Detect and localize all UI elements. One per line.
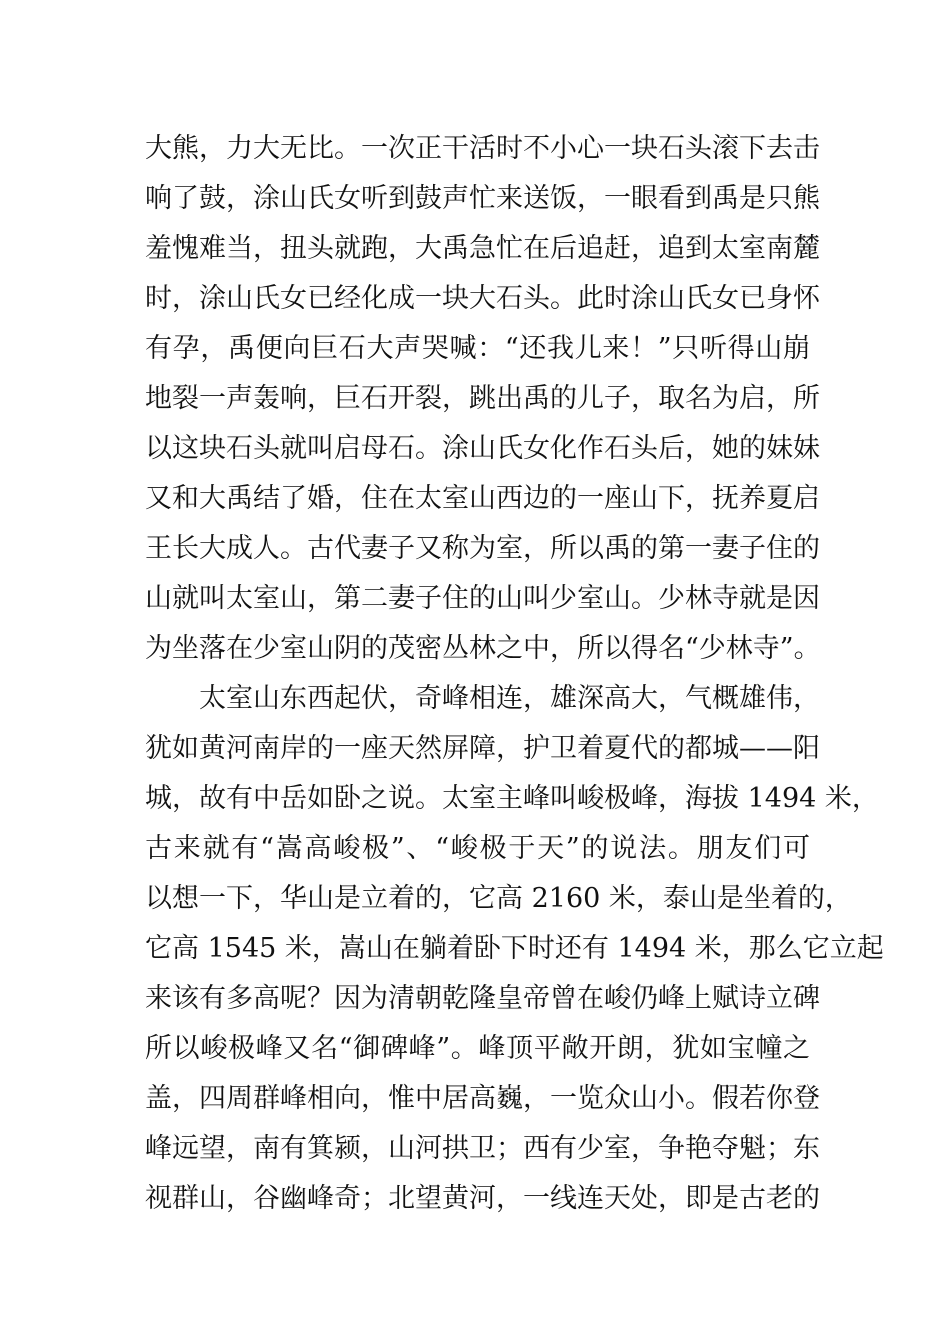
paragraph-2 <box>145 674 884 1224</box>
text-line: 古来就有“嵩高峻极”、“峻极于天”的说法。朋友们可 <box>145 833 810 864</box>
body-text <box>145 124 884 1224</box>
text-line: 大熊，力大无比。一次正干活时不小心一块石头滚下去击 <box>145 133 820 164</box>
text-line: 以这块石头就叫启母石。涂山氏女化作石头后，她的妹妹 <box>145 433 820 464</box>
text-line: 有孕，禹便向巨石大声哭喊：“还我儿来！”只听得山崩 <box>145 333 810 364</box>
text-line: 它高 1545 米，嵩山在躺着卧下时还有 1494 米，那么它立起 <box>145 933 884 964</box>
text-line: 犹如黄河南岸的一座天然屏障，护卫着夏代的都城——阳 <box>145 733 820 764</box>
text-line: 城，故有中岳如卧之说。太室主峰叫峻极峰，海拔 1494 米， <box>145 783 879 814</box>
text-line: 地裂一声轰响，巨石开裂，跳出禹的儿子，取名为启，所 <box>145 383 820 414</box>
text-line: 山就叫太室山，第二妻子住的山叫少室山。少林寺就是因 <box>145 583 820 614</box>
text-line: 以想一下，华山是立着的，它高 2160 米，泰山是坐着的， <box>145 883 852 914</box>
text-line: 太室山东西起伏，奇峰相连，雄深高大，气概雄伟， <box>199 683 820 714</box>
text-line: 羞愧难当，扭头就跑，大禹急忙在后追赶，追到太室南麓 <box>145 233 820 264</box>
text-line: 时，涂山氏女已经化成一块大石头。此时涂山氏女已身怀 <box>145 283 820 314</box>
paragraph-1 <box>145 124 821 674</box>
text-line: 又和大禹结了婚，住在太室山西边的一座山下，抚养夏启 <box>145 483 820 514</box>
text-line: 为坐落在少室山阴的茂密丛林之中，所以得名“少林寺”。 <box>145 633 821 664</box>
text-line: 峰远望，南有箕颍，山河拱卫；西有少室，争艳夺魁；东 <box>145 1133 820 1164</box>
text-line: 盖，四周群峰相向，惟中居高巍，一览众山小。假若你登 <box>145 1083 820 1114</box>
text-line: 来该有多高呢？因为清朝乾隆皇帝曾在峻仍峰上赋诗立碑 <box>145 983 820 1014</box>
text-line: 视群山，谷幽峰奇；北望黄河，一线连天处，即是古老的 <box>145 1183 820 1214</box>
text-line: 所以峻极峰又名“御碑峰”。峰顶平敞开朗，犹如宝幢之 <box>145 1033 810 1064</box>
text-line: 王长大成人。古代妻子又称为室，所以禹的第一妻子住的 <box>145 533 820 564</box>
text-line: 响了鼓，涂山氏女听到鼓声忙来送饭，一眼看到禹是只熊 <box>145 183 820 214</box>
